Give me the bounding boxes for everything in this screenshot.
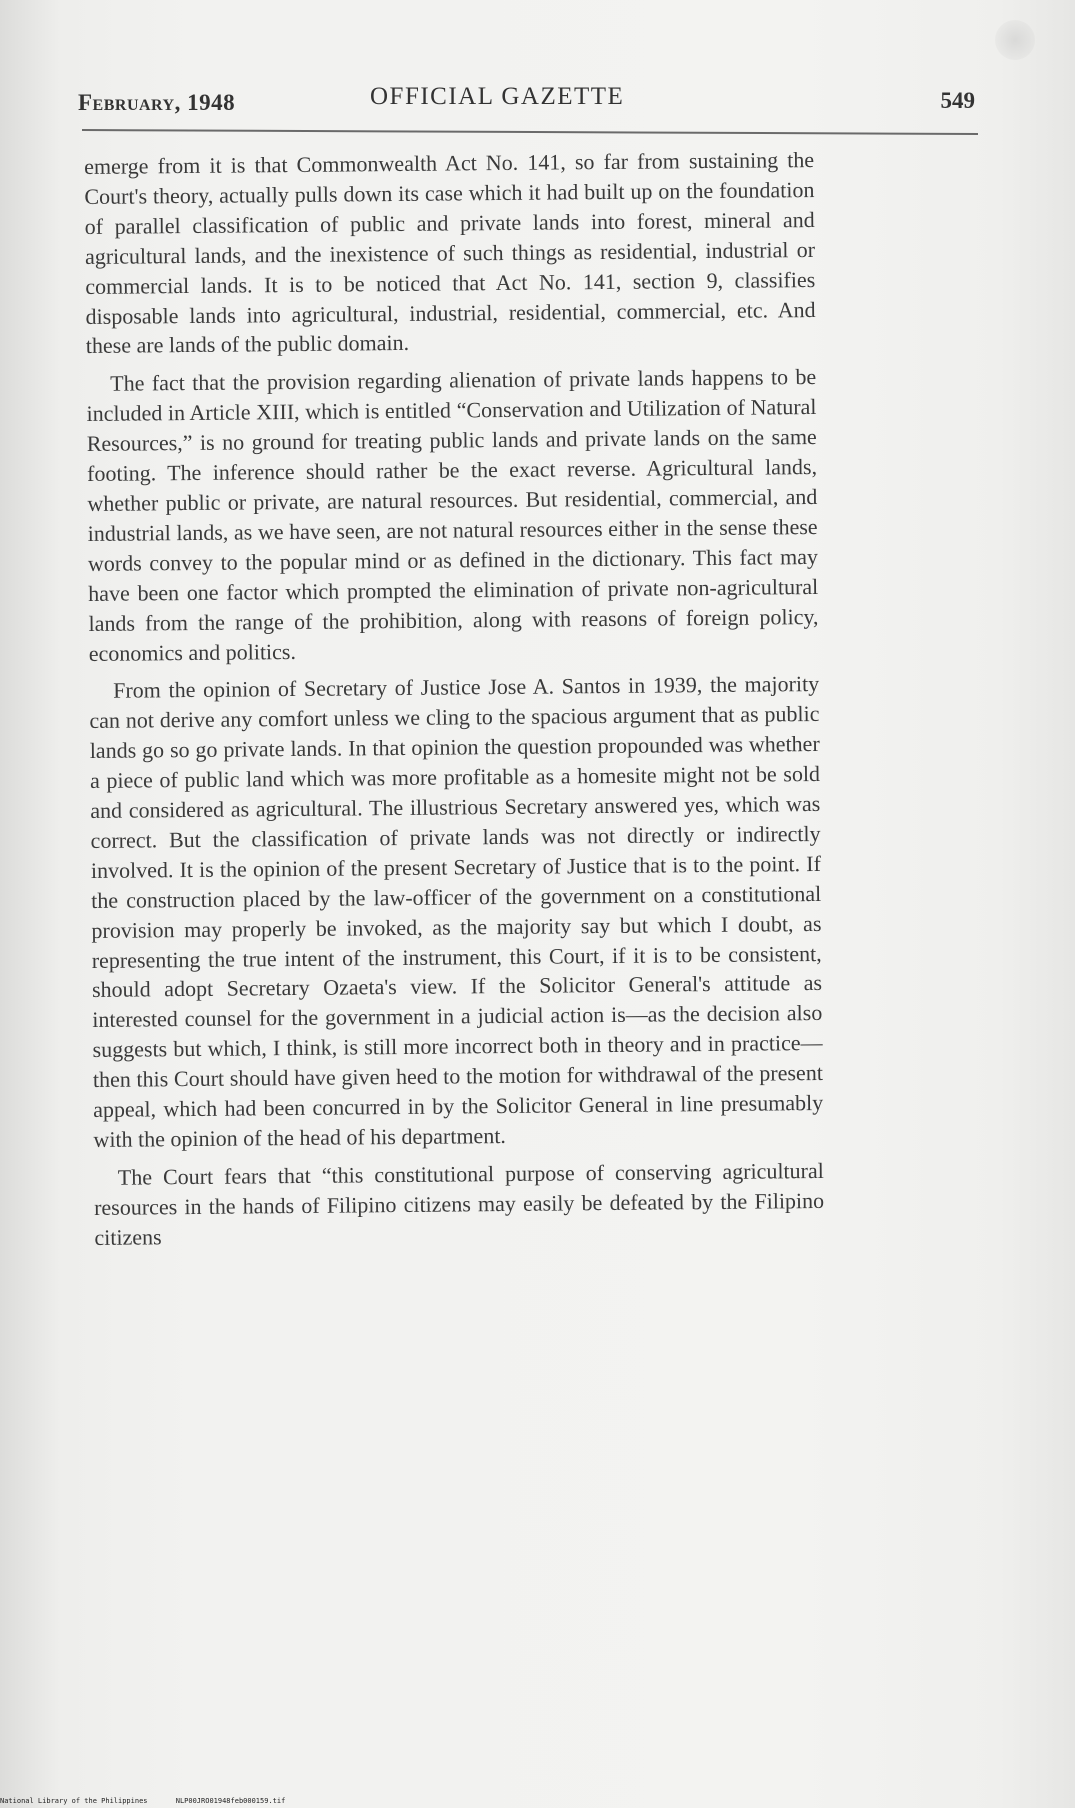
header-date: February, 1948 [78, 90, 236, 115]
paragraph-4: The Court fears that “this constitutional purpose of conserving agricultural resources in the hands of Filipino citizens may easily be defeated by the Filipino citizens [94, 1157, 825, 1250]
page-header [78, 80, 978, 120]
body-text [84, 145, 825, 1261]
header-page-number: 549 [940, 88, 975, 113]
paragraph-1: emerge from it is that Commonwealth Act No. 141, so far from sustaining the Court's theory, actually pulls down its case which it had built up on the foundation of parallel classification of public and private lands into forest, mineral and agricultural lands, and the inexistence of such things as residential, industrial or commercial lands. It is to be noticed that Act No. 141, section 9, classifies disposable lands into agricultural, industrial, residential, commercial, etc. And these are lands of the public domain. [84, 146, 816, 359]
header-rule [82, 129, 978, 135]
footer-file: NLP00JRO01948feb000159.tif [175, 1797, 286, 1805]
scan-footer [0, 1797, 1075, 1805]
footer-library: National Library of the Philippines [0, 1797, 148, 1805]
paragraph-3: From the opinion of Secretary of Justice Jose A. Santos in 1939, the majority can not derive any comfort unless we cling to the spacious argument that as public lands go so go private lands. In that opinion the question propounded was whether a piece of public land which was more profitable as a homesite might not be sold and considered as agricultural. The illustrious Secretary answered yes, which was correct. But the classification of private lands was not directly or indirectly involved. It is the opinion of the present Secretary of Justice that is to the point. If the construction placed by the law-officer of the government on a constitutional provision may properly be invoked, as the majority say but which I doubt, as representing the true intent of the instrument, this Court, if it is to be consistent, should adopt Secretary Ozaeta's view. If the Solicitor General's attitude as interested counsel for the government in a judicial action is—as the decision also suggests but which, I think, is still more incorrect both in theory and in practice—then this Court should have given heed to the motion for withdrawal of the present appeal, which had been concurred in by the Solicitor General in line presumably with the opinion of the head of his department. [89, 671, 824, 1152]
header-title: OFFICIAL GAZETTE [370, 83, 625, 110]
scan-smudge [995, 20, 1035, 60]
paragraph-2: The fact that the provision regarding alienation of private lands happens to be included in Article XIII, which is entitled “Conservation and Utilization of Natural Resources,” is no ground for treating public lands and private lands on the same footing. The inference should rather be the exact reverse. Agricultural lands, whether public or private, are natural resources. But residential, commercial, and industrial lands, as we have seen, are not natural resources either in the sense these words convey to the popular mind or as defined in the dictionary. This fact may have been one factor which prompted the elimination of private non-agricultural lands from the range of the prohibition, along with reasons of foreign policy, economics and politics. [86, 364, 819, 666]
